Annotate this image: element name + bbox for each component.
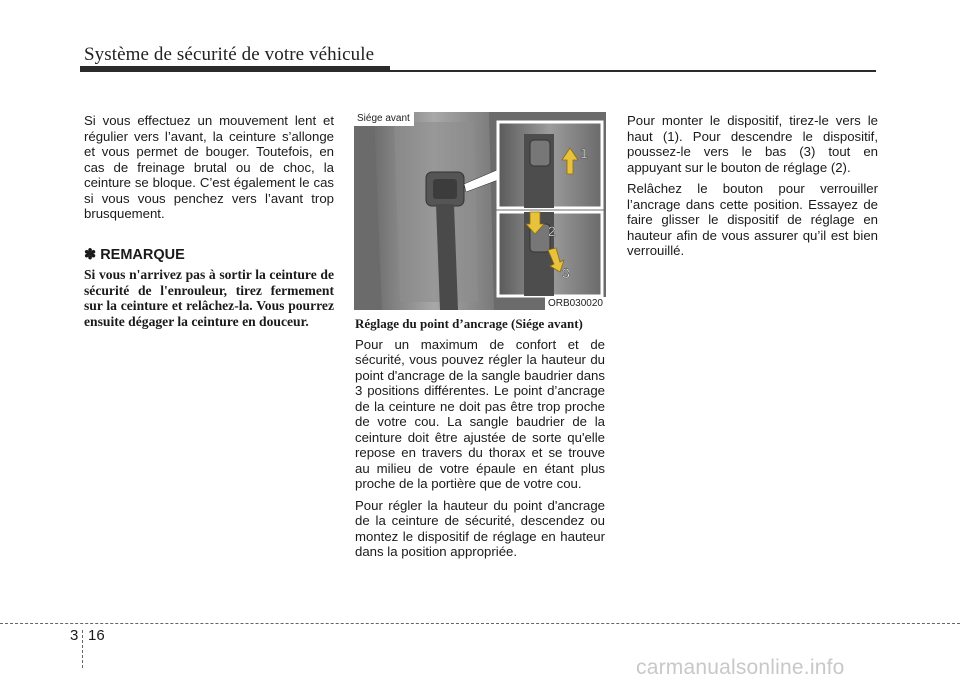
seatbelt-illustration (354, 112, 606, 310)
watermark: carmanualsonline.info (636, 656, 845, 679)
figure-label: Siége avant (354, 112, 414, 126)
right-paragraph-1: Pour monter le dispositif, tirez-le vers le haut (1). Pour descendre le dispositif, poussez-le vers le bas (3) tout en appuyant sur le bouton de réglage (2). (627, 113, 878, 175)
remark-body: Si vous n'arrivez pas à sortir la ceinture de sécurité de l'enrouleur, tirez fermement sur la ceinture et relâchez-la. Vous pourrez ensuite dégager la ceinture en douceur. (84, 267, 334, 329)
footer-divider (82, 630, 83, 668)
page-number: 16 (88, 627, 105, 644)
seatbelt-anchor-figure (354, 112, 606, 310)
remark-heading (84, 248, 334, 264)
section-number: 3 (70, 627, 79, 644)
remark-title: REMARQUE (100, 246, 185, 263)
figure-caption: Réglage du point d’ancrage (Siége avant) (355, 316, 583, 331)
svg-text:2: 2 (548, 223, 556, 239)
svg-text:1: 1 (580, 145, 588, 161)
middle-paragraph-1: Pour un maximum de confort et de sécurité, vous pouvez régler la hauteur du point d'ancrage de la sangle baudrier dans 3 positions différentes. Le point d’ancrage de la ceinture ne doit pas être trop proche de votre cou. La sangle baudrier de la ceinture doit être ajustée de sorte qu'elle repose en travers du thorax et se trouve au milieu de votre épaule en étant plus proche de la portière que de votre cou. (355, 336, 605, 491)
remark-star-icon: ✽ (84, 246, 97, 263)
header-rule (80, 70, 876, 72)
figure-code: ORB030020 (545, 297, 606, 310)
column-left (84, 113, 334, 329)
column-middle (355, 316, 605, 566)
footer-rule (0, 623, 960, 624)
intro-paragraph: Si vous effectuez un mouvement lent et régulier vers l’avant, la ceinture s’allonge et vous permet de bouger. Toutefois, en cas de freinage brutal ou de choc, la ceinture se bloque. C’est également le cas si vous vous penchez vers l’avant trop brusquement. (84, 113, 334, 221)
header-title: Système de sécurité de votre véhicule (84, 44, 375, 65)
column-right (627, 113, 878, 265)
right-paragraph-2: Relâchez le bouton pour verrouiller l’ancrage dans cette position. Essayez de faire glisser le dispositif de réglage en hauteur afin de vous assurer qu’il est bien verrouillé. (627, 181, 878, 258)
svg-text:3: 3 (562, 265, 570, 281)
middle-paragraph-2: Pour régler la hauteur du point d'ancrage de la ceinture de sécurité, descendez ou montez le dispositif de réglage en hauteur dans la position appropriée. (355, 497, 605, 559)
